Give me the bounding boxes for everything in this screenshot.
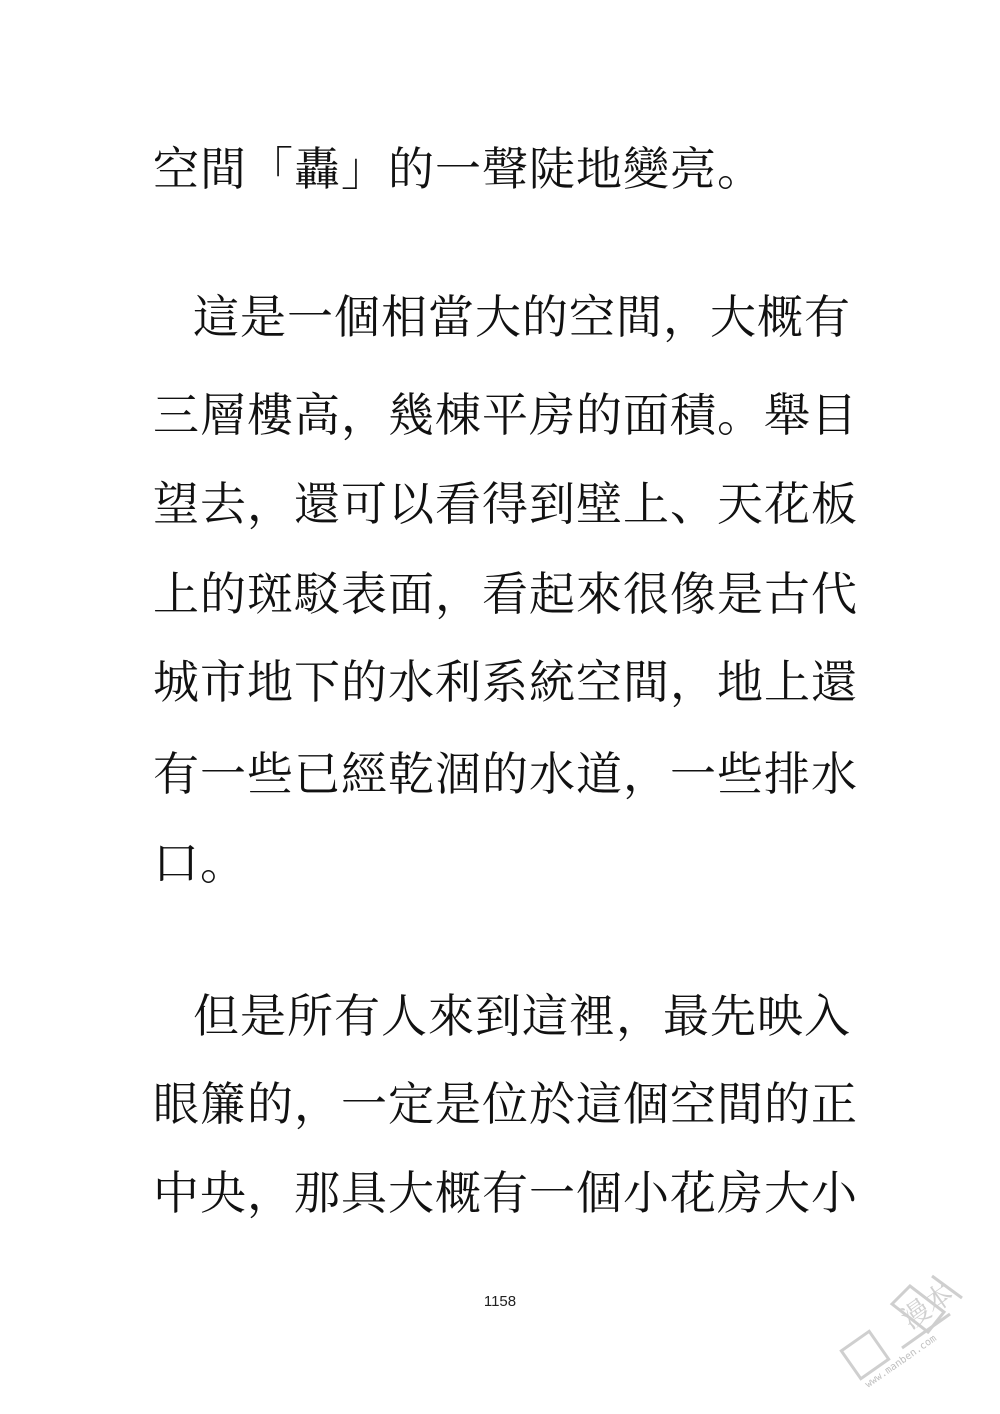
text-line: 這是一個相當大的空間，大概有 [193, 290, 851, 344]
text-line: 望去，還可以看得到壁上、天花板 [153, 477, 858, 531]
text-line: 眼簾的，一定是位於這個空間的正 [153, 1077, 858, 1131]
page-number: 1158 [483, 1293, 517, 1310]
text-line: 口。 [153, 836, 247, 890]
text-line: 但是所有人來到這裡，最先映入 [193, 989, 851, 1043]
text-line: 上的斑駁表面，看起來很像是古代 [153, 567, 858, 621]
manhua-logo-watermark-icon [832, 1256, 982, 1396]
watermark-text: 漫本 [895, 1276, 960, 1336]
text-line: 三層樓高，幾棟平房的面積。舉目 [153, 388, 858, 442]
text-line: 空間「轟」的一聲陡地變亮。 [153, 142, 764, 196]
text-line: 城市地下的水利系統空間，地上還 [153, 655, 858, 709]
text-line: 有一些已經乾涸的水道，一些排水 [153, 747, 858, 801]
watermark-url: www.manben.com [863, 1333, 939, 1391]
text-line: 中央，那具大概有一個小花房大小 [153, 1166, 858, 1220]
